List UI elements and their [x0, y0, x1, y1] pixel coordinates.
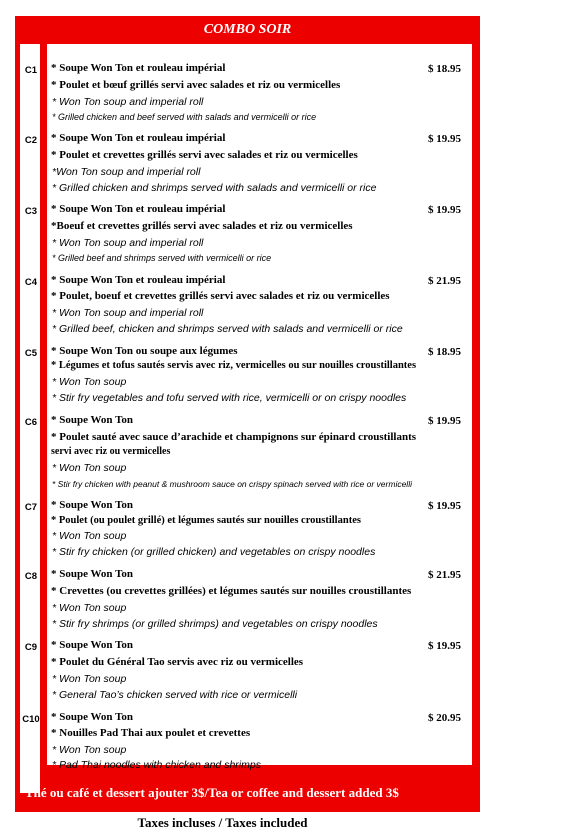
- combo-code: C3: [24, 206, 38, 217]
- combo-fr-line2: * Poulet du Général Tao servis avec riz ou vermicelles: [51, 656, 304, 668]
- combo-fr-line1: * Soupe Won Ton et rouleau impérial: [51, 274, 226, 286]
- combo-fr-line1: * Soupe Won Ton et rouleau impérial: [51, 132, 226, 144]
- taxes-note: Taxes incluses / Taxes included: [137, 815, 308, 830]
- combo-price: $ 19.95: [428, 415, 461, 427]
- combo-price: $ 21.95: [428, 569, 461, 581]
- combo-code: C8: [24, 571, 38, 582]
- combo-en-line2: * Stir fry chicken with peanut & mushroom sauce on crispy spinach served with rice or vermicelli: [52, 479, 412, 489]
- combo-code: C10: [22, 714, 40, 725]
- combo-en-line2: * Grilled chicken and beef served with salads and vermicelli or rice: [52, 112, 317, 122]
- combo-price: $ 19.95: [428, 640, 461, 652]
- combo-fr-line2: * Poulet, boeuf et crevettes grillés servi avec salades et riz ou vermicelles: [51, 290, 390, 302]
- combo-code: C9: [24, 642, 38, 653]
- combo-price: $ 19.95: [428, 133, 461, 145]
- combo-en-line2: * Stir fry shrimps (or grilled shrimps) and vegetables on crispy noodles: [52, 618, 378, 630]
- combo-fr-line2: * Légumes et tofus sautés servis avec riz, vermicelles ou sur nouilles croustillantes: [51, 360, 417, 371]
- menu-title: COMBO SOIR: [203, 22, 292, 37]
- combo-fr-line1: * Soupe Won Ton: [51, 639, 134, 651]
- combo-price: $ 19.95: [428, 204, 461, 216]
- combo-en-line1: * Won Ton soup: [52, 376, 127, 388]
- combo-fr-line2: * Poulet et crevettes grillés servi avec salades et riz ou vermicelles: [51, 149, 358, 161]
- combo-en-line1: *Won Ton soup and imperial roll: [52, 166, 201, 178]
- combo-en-line2: * General Tao’s chicken served with rice or vermicelli: [52, 689, 298, 701]
- combo-en-line1: * Won Ton soup: [52, 673, 127, 685]
- combo-code: C7: [24, 502, 38, 513]
- combo-code: C2: [24, 135, 38, 146]
- combo-price: $ 18.95: [428, 63, 461, 75]
- combo-en-line2: * Grilled beef, chicken and shrimps served with salads and vermicelli or rice: [52, 323, 403, 335]
- combo-fr-line1: * Soupe Won Ton: [51, 711, 134, 723]
- combo-fr-line1: * Soupe Won Ton et rouleau impérial: [51, 62, 226, 74]
- combo-fr-line3: servi avec riz ou vermicelles: [51, 446, 171, 457]
- combo-fr-line1: * Soupe Won Ton ou soupe aux légumes: [51, 345, 238, 357]
- combo-fr-line2: * Poulet sauté avec sauce d’arachide et champignons sur épinard croustillants: [51, 431, 417, 443]
- combo-fr-line2: * Poulet et bœuf grillés servi avec salades et riz ou vermicelles: [51, 79, 341, 91]
- combo-fr-line1: * Soupe Won Ton: [51, 499, 134, 511]
- combo-price: $ 18.95: [428, 346, 461, 358]
- combo-en-line1: * Won Ton soup and imperial roll: [52, 307, 204, 319]
- combo-code: C5: [24, 348, 38, 359]
- combo-code: C6: [24, 417, 38, 428]
- combo-en-line1: * Won Ton soup: [52, 530, 127, 542]
- combo-en-line1: * Won Ton soup: [52, 744, 127, 756]
- combo-fr-line2: * Poulet (ou poulet grillé) et légumes sautés sur nouilles croustillantes: [51, 515, 361, 526]
- combo-en-line1: * Won Ton soup: [52, 602, 127, 614]
- footer-note: Thé ou café et dessert ajouter 3$/Tea or coffee and dessert added 3$: [25, 785, 399, 800]
- combo-en-line2: * Stir fry vegetables and tofu served with rice, vermicelli or on crispy noodles: [52, 392, 407, 404]
- combo-price: $ 21.95: [428, 275, 461, 287]
- combo-fr-line2: *Boeuf et crevettes grillés servi avec salades et riz ou vermicelles: [51, 220, 353, 232]
- combo-fr-line2: * Nouilles Pad Thai aux poulet et crevettes: [51, 727, 251, 739]
- combo-en-line1: * Won Ton soup and imperial roll: [52, 96, 204, 108]
- combo-en-line2: * Stir fry chicken (or grilled chicken) and vegetables on crispy noodles: [52, 546, 376, 558]
- combo-en-line1: * Won Ton soup and imperial roll: [52, 237, 204, 249]
- combo-en-line2: * Grilled chicken and shrimps served with salads and vermicelli or rice: [52, 182, 377, 194]
- combo-price: $ 19.95: [428, 500, 461, 512]
- combo-fr-line1: * Soupe Won Ton: [51, 414, 134, 426]
- combo-code: C4: [24, 277, 38, 288]
- combo-fr-line2: * Crevettes (ou crevettes grillées) et légumes sautés sur nouilles croustillantes: [51, 585, 412, 597]
- combo-fr-line1: * Soupe Won Ton et rouleau impérial: [51, 203, 226, 215]
- combo-en-line2: * Grilled beef and shrimps served with vermicelli or rice: [52, 253, 272, 263]
- combo-en-line2: * Pad Thai noodles with chicken and shrimps: [52, 759, 261, 771]
- combo-price: $ 20.95: [428, 712, 461, 724]
- combo-fr-line1: * Soupe Won Ton: [51, 568, 134, 580]
- combo-en-line1: * Won Ton soup: [52, 462, 127, 474]
- combo-code: C1: [24, 65, 38, 76]
